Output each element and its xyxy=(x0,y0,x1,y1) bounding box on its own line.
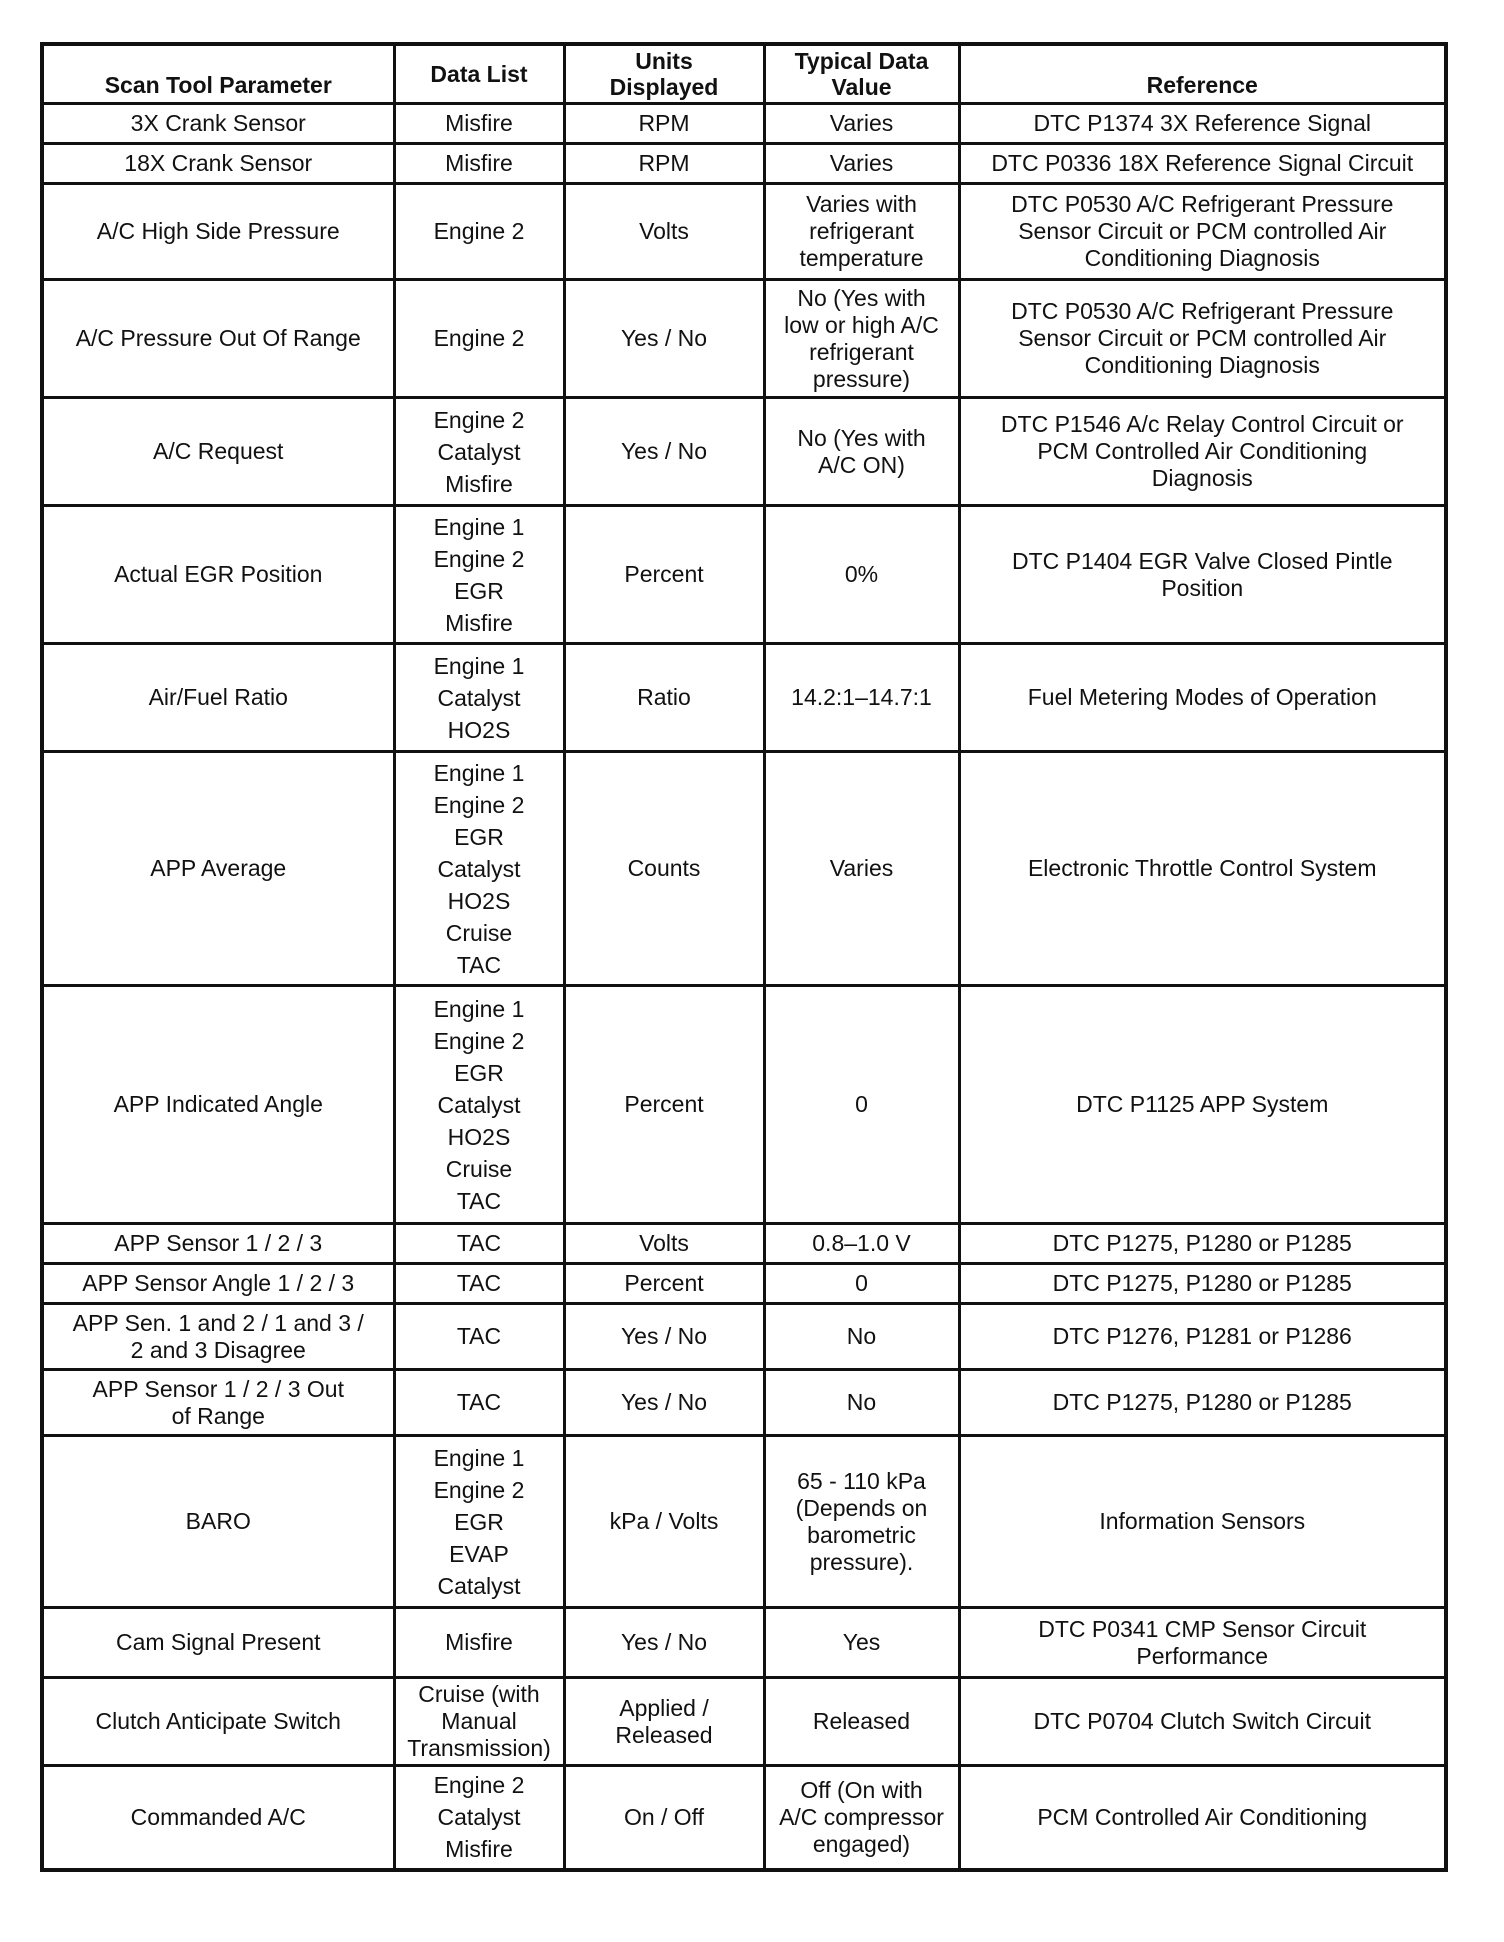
cell-text-line: temperature xyxy=(799,245,924,271)
cell-text-line: HO2S xyxy=(447,1123,511,1150)
parameter-cell xyxy=(42,1608,394,1678)
cell-text-line: Actual EGR Position xyxy=(114,561,323,587)
cell-text-line: DTC P1374 3X Reference Signal xyxy=(1033,110,1372,136)
cell-text-line: PCM Controlled Air Conditioning xyxy=(1037,438,1368,464)
cell-text-line: Sensor Circuit or PCM controlled Air xyxy=(1018,325,1387,351)
cell-text-line: Released xyxy=(812,1708,911,1734)
reference-cell xyxy=(959,752,1446,986)
typical-value-cell xyxy=(764,398,959,506)
cell-text-line: EGR xyxy=(454,577,504,604)
reference-cell xyxy=(959,398,1446,506)
header-scan-tool-parameter: Scan Tool Parameter xyxy=(42,44,394,104)
typical-value-cell xyxy=(764,1370,959,1436)
cell-text-line: Percent xyxy=(624,561,704,587)
cell-text-line: Catalyst xyxy=(437,1572,521,1599)
header-typical-data-value: Typical Data Value xyxy=(764,44,959,104)
cell-text-line: Applied / xyxy=(619,1694,709,1721)
cell-text-line: DTC P0704 Clutch Switch Circuit xyxy=(1033,1708,1371,1734)
cell-text-line: Misfire xyxy=(445,150,513,176)
cell-text-line: refrigerant xyxy=(809,338,914,365)
typical-value-cell xyxy=(764,280,959,398)
units-cell xyxy=(564,1370,764,1436)
table-row xyxy=(42,1678,1446,1766)
cell-text-line: DTC P0530 A/C Refrigerant Pressure xyxy=(1011,191,1394,217)
parameter-cell xyxy=(42,398,394,506)
cell-text-line: Ratio xyxy=(637,684,691,710)
cell-text-line: DTC P0530 A/C Refrigerant Pressure xyxy=(1011,298,1394,324)
header-row xyxy=(42,44,1446,104)
parameter-cell xyxy=(42,184,394,280)
cell-text-line: PCM Controlled Air Conditioning xyxy=(1037,1803,1368,1830)
cell-text-line: Off (On with xyxy=(800,1776,923,1803)
cell-text-line: DTC P1125 APP System xyxy=(1076,1091,1329,1117)
parameter-cell xyxy=(42,104,394,144)
units-cell xyxy=(564,1766,764,1870)
cell-text-line: Engine 2 xyxy=(433,1476,525,1503)
cell-text-line: engaged) xyxy=(812,1830,911,1857)
table-row xyxy=(42,1370,1446,1436)
reference-cell xyxy=(959,1436,1446,1608)
typical-value-cell xyxy=(764,184,959,280)
header-reference: Reference xyxy=(959,44,1446,104)
table-row xyxy=(42,280,1446,398)
data-list-cell xyxy=(394,280,564,398)
cell-text-line: Yes / No xyxy=(620,438,708,464)
units-cell xyxy=(564,1264,764,1304)
units-cell xyxy=(564,1608,764,1678)
cell-text-line: TAC xyxy=(456,1187,502,1214)
cell-text-line: 2 and 3 Disagree xyxy=(130,1336,306,1363)
data-list-cell xyxy=(394,506,564,644)
data-list-cell xyxy=(394,986,564,1224)
units-cell xyxy=(564,1678,764,1766)
cell-text-line: BARO xyxy=(185,1508,251,1534)
parameter-cell xyxy=(42,752,394,986)
table-row xyxy=(42,644,1446,752)
cell-text-line: 3X Crank Sensor xyxy=(130,110,306,136)
reference-cell xyxy=(959,280,1446,398)
cell-text-line: Fuel Metering Modes of Operation xyxy=(1027,684,1377,710)
parameter-cell xyxy=(42,986,394,1224)
typical-value-cell xyxy=(764,986,959,1224)
table-row xyxy=(42,752,1446,986)
data-list-cell xyxy=(394,1304,564,1370)
typical-value-cell xyxy=(764,104,959,144)
typical-value-cell xyxy=(764,506,959,644)
cell-text-line: A/C ON) xyxy=(818,451,905,478)
table-body xyxy=(42,104,1446,1870)
reference-cell xyxy=(959,1370,1446,1436)
cell-text-line: 0% xyxy=(844,561,879,587)
cell-text-line: Released xyxy=(615,1721,713,1748)
cell-text-line: APP Sen. 1 and 2 / 1 and 3 / xyxy=(72,1309,364,1336)
table-row xyxy=(42,104,1446,144)
cell-text-line: Commanded A/C xyxy=(130,1803,306,1830)
units-cell xyxy=(564,1304,764,1370)
parameter-cell xyxy=(42,144,394,184)
data-list-cell xyxy=(394,184,564,280)
typical-value-cell xyxy=(764,752,959,986)
cell-text-line: DTC P0341 CMP Sensor Circuit xyxy=(1038,1615,1367,1642)
cell-text-line: DTC P1276, P1281 or P1286 xyxy=(1052,1323,1352,1349)
cell-text-line: Catalyst xyxy=(437,1804,521,1831)
data-list-cell xyxy=(394,1678,564,1766)
units-cell xyxy=(564,280,764,398)
table-row xyxy=(42,144,1446,184)
cell-text-line: TAC xyxy=(456,951,502,978)
reference-cell xyxy=(959,104,1446,144)
reference-cell xyxy=(959,1608,1446,1678)
parameter-cell xyxy=(42,1304,394,1370)
cell-text-line: kPa / Volts xyxy=(609,1508,719,1534)
typical-value-cell xyxy=(764,1766,959,1870)
parameter-cell xyxy=(42,1370,394,1436)
cell-text-line: A/C Pressure Out Of Range xyxy=(75,325,361,351)
cell-text-line: Yes / No xyxy=(620,1629,708,1655)
units-cell xyxy=(564,144,764,184)
cell-text-line: Yes / No xyxy=(620,1389,708,1415)
cell-text-line: TAC xyxy=(456,1270,502,1296)
parameter-cell xyxy=(42,644,394,752)
units-cell xyxy=(564,104,764,144)
reference-cell xyxy=(959,1766,1446,1870)
cell-text-line: Yes / No xyxy=(620,1323,708,1349)
cell-text-line: DTC P1404 EGR Valve Closed Pintle xyxy=(1011,547,1393,574)
cell-text-line: No xyxy=(846,1389,877,1415)
cell-text-line: 18X Crank Sensor xyxy=(124,150,313,176)
cell-text-line: DTC P1546 A/c Relay Control Circuit or xyxy=(1000,411,1404,437)
cell-text-line: Conditioning Diagnosis xyxy=(1084,245,1320,271)
cell-text-line: Varies with xyxy=(806,191,917,217)
data-list-cell xyxy=(394,104,564,144)
cell-text-line: Percent xyxy=(624,1091,704,1117)
reference-cell xyxy=(959,144,1446,184)
cell-text-line: Engine 1 xyxy=(433,759,525,786)
cell-text-line: Transmission) xyxy=(407,1735,551,1761)
typical-value-cell xyxy=(764,1224,959,1264)
cell-text-line: refrigerant xyxy=(809,218,914,244)
cell-text-line: Misfire xyxy=(445,110,513,136)
cell-text-line: Engine 2 xyxy=(433,218,525,244)
parameter-cell xyxy=(42,1678,394,1766)
cell-text-line: 0 xyxy=(855,1091,868,1117)
data-list-cell xyxy=(394,1264,564,1304)
cell-text-line: Engine 1 xyxy=(433,513,525,540)
cell-text-line: Electronic Throttle Control System xyxy=(1027,855,1377,881)
cell-text-line: Varies xyxy=(829,150,894,176)
cell-text-line: Performance xyxy=(1136,1642,1269,1669)
table-row xyxy=(42,1608,1446,1678)
cell-text-line: Catalyst xyxy=(437,855,521,882)
units-cell xyxy=(564,184,764,280)
cell-text-line: On / Off xyxy=(623,1803,705,1830)
cell-text-line: APP Sensor Angle 1 / 2 / 3 xyxy=(82,1270,355,1296)
cell-text-line: A/C High Side Pressure xyxy=(96,218,340,244)
data-list-cell xyxy=(394,1608,564,1678)
cell-text-line: Misfire xyxy=(445,1836,513,1863)
data-list-cell xyxy=(394,1224,564,1264)
cell-text-line: DTC P1275, P1280 or P1285 xyxy=(1052,1270,1352,1296)
cell-text-line: TAC xyxy=(456,1323,502,1349)
cell-text-line: Engine 2 xyxy=(433,791,525,818)
cell-text-line: DTC P1275, P1280 or P1285 xyxy=(1052,1230,1352,1256)
cell-text-line: No (Yes with xyxy=(797,424,926,451)
typical-value-cell xyxy=(764,1304,959,1370)
cell-text-line: DTC P1275, P1280 or P1285 xyxy=(1052,1389,1352,1415)
cell-text-line: Misfire xyxy=(445,1629,513,1655)
reference-cell xyxy=(959,644,1446,752)
data-list-cell xyxy=(394,398,564,506)
cell-text-line: Air/Fuel Ratio xyxy=(148,684,288,710)
cell-text-line: Engine 1 xyxy=(433,995,525,1022)
parameter-cell xyxy=(42,1264,394,1304)
cell-text-line: Position xyxy=(1161,574,1244,601)
cell-text-line: EGR xyxy=(454,823,504,850)
cell-text-line: EGR xyxy=(454,1508,504,1535)
data-list-cell xyxy=(394,1766,564,1870)
cell-text-line: Manual xyxy=(441,1708,517,1734)
cell-text-line: APP Sensor 1 / 2 / 3 Out xyxy=(92,1375,344,1402)
reference-cell xyxy=(959,1678,1446,1766)
typical-value-cell xyxy=(764,1264,959,1304)
table-row xyxy=(42,1304,1446,1370)
reference-cell xyxy=(959,506,1446,644)
units-cell xyxy=(564,398,764,506)
cell-text-line: 65 - 110 kPa xyxy=(797,1467,926,1494)
cell-text-line: TAC xyxy=(456,1230,502,1256)
cell-text-line: RPM xyxy=(638,150,690,176)
data-list-cell xyxy=(394,752,564,986)
typical-value-cell xyxy=(764,1678,959,1766)
cell-text-line: TAC xyxy=(456,1389,502,1415)
scan-tool-table-sheet xyxy=(40,42,1444,1872)
cell-text-line: Engine 2 xyxy=(433,325,525,351)
units-cell xyxy=(564,506,764,644)
table-row xyxy=(42,184,1446,280)
cell-text-line: 14.2:1–14.7:1 xyxy=(791,684,932,710)
cell-text-line: APP Indicated Angle xyxy=(113,1091,323,1117)
cell-text-line: Clutch Anticipate Switch xyxy=(95,1708,341,1734)
cell-text-line: pressure). xyxy=(809,1548,914,1575)
cell-text-line: Volts xyxy=(639,1230,689,1256)
header-units-displayed: Units Displayed xyxy=(564,44,764,104)
reference-cell xyxy=(959,1264,1446,1304)
scan-tool-data-table xyxy=(40,42,1448,1872)
units-cell xyxy=(564,644,764,752)
cell-text-line: 0 xyxy=(855,1270,868,1296)
cell-text-line: HO2S xyxy=(447,887,511,914)
cell-text-line: (Depends on xyxy=(795,1494,928,1521)
cell-text-line: A/C compressor xyxy=(779,1803,944,1830)
cell-text-line: Cruise (with xyxy=(418,1681,540,1707)
cell-text-line: 0.8–1.0 V xyxy=(812,1230,911,1256)
table-row xyxy=(42,1436,1446,1608)
cell-text-line: No xyxy=(846,1323,877,1349)
cell-text-line: pressure) xyxy=(812,365,911,392)
typical-value-cell xyxy=(764,1436,959,1608)
reference-cell xyxy=(959,184,1446,280)
cell-text-line: EGR xyxy=(454,1059,504,1086)
cell-text-line: APP Average xyxy=(150,855,287,881)
reference-cell xyxy=(959,1304,1446,1370)
parameter-cell xyxy=(42,506,394,644)
table-row xyxy=(42,1766,1446,1870)
reference-cell xyxy=(959,986,1446,1224)
cell-text-line: Counts xyxy=(627,855,701,881)
units-cell xyxy=(564,1436,764,1608)
cell-text-line: Yes / No xyxy=(620,325,708,351)
header-data-list: Data List xyxy=(394,44,564,104)
cell-text-line: Catalyst xyxy=(437,1091,521,1118)
cell-text-line: Conditioning Diagnosis xyxy=(1084,352,1320,378)
cell-text-line: Engine 1 xyxy=(433,652,525,679)
units-cell xyxy=(564,986,764,1224)
units-cell xyxy=(564,1224,764,1264)
cell-text-line: Varies xyxy=(829,855,894,881)
parameter-cell xyxy=(42,1766,394,1870)
cell-text-line: Catalyst xyxy=(437,438,521,465)
cell-text-line: Cruise xyxy=(445,919,513,946)
parameter-cell xyxy=(42,1224,394,1264)
cell-text-line: Engine 1 xyxy=(433,1444,525,1471)
units-cell xyxy=(564,752,764,986)
cell-text-line: Misfire xyxy=(445,609,513,636)
cell-text-line: Information Sensors xyxy=(1099,1508,1306,1534)
cell-text-line: Engine 2 xyxy=(433,406,525,433)
cell-text-line: Engine 2 xyxy=(433,1772,525,1799)
cell-text-line: Engine 2 xyxy=(433,545,525,572)
cell-text-line: HO2S xyxy=(447,716,511,743)
cell-text-line: Sensor Circuit or PCM controlled Air xyxy=(1018,218,1387,244)
cell-text-line: Misfire xyxy=(445,470,513,497)
table-row xyxy=(42,986,1446,1224)
typical-value-cell xyxy=(764,1608,959,1678)
cell-text-line: Volts xyxy=(639,218,689,244)
cell-text-line: A/C Request xyxy=(153,438,284,464)
reference-cell xyxy=(959,1224,1446,1264)
typical-value-cell xyxy=(764,644,959,752)
cell-text-line: barometric xyxy=(807,1521,916,1548)
typical-value-cell xyxy=(764,144,959,184)
cell-text-line: Varies xyxy=(829,110,894,136)
cell-text-line: RPM xyxy=(638,110,690,136)
cell-text-line: Cam Signal Present xyxy=(115,1629,321,1655)
parameter-cell xyxy=(42,280,394,398)
cell-text-line: Catalyst xyxy=(437,684,521,711)
cell-text-line: EVAP xyxy=(449,1540,509,1567)
cell-text-line: APP Sensor 1 / 2 / 3 xyxy=(114,1230,323,1256)
cell-text-line: Percent xyxy=(624,1270,704,1296)
cell-text-line: Diagnosis xyxy=(1151,465,1253,491)
cell-text-line: Yes xyxy=(842,1629,881,1655)
data-list-cell xyxy=(394,1436,564,1608)
cell-text-line: DTC P0336 18X Reference Signal Circuit xyxy=(991,150,1414,176)
cell-text-line: low or high A/C xyxy=(784,311,939,338)
cell-text-line: Engine 2 xyxy=(433,1027,525,1054)
data-list-cell xyxy=(394,144,564,184)
table-row xyxy=(42,1264,1446,1304)
table-row xyxy=(42,398,1446,506)
cell-text-line: Cruise xyxy=(445,1155,513,1182)
data-list-cell xyxy=(394,644,564,752)
table-row xyxy=(42,1224,1446,1264)
table-row xyxy=(42,506,1446,644)
cell-text-line: No (Yes with xyxy=(797,284,926,311)
cell-text-line: of Range xyxy=(171,1402,265,1429)
data-list-cell xyxy=(394,1370,564,1436)
parameter-cell xyxy=(42,1436,394,1608)
